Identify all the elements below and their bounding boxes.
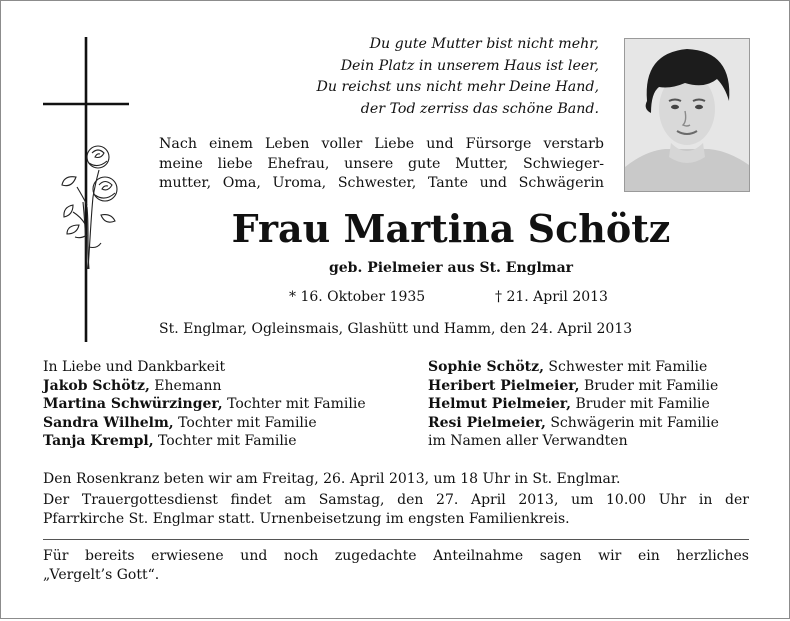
poem-line: Du reichst uns nicht mehr Deine Hand, xyxy=(316,79,599,95)
birth-date: * 16. Oktober 1935 xyxy=(289,289,426,305)
mourners-right xyxy=(428,358,719,451)
thanks-line: Für bereits erwiesene und noch zugedachte Anteilnahme sagen wir ein herzliches xyxy=(43,548,749,564)
service-line: Der Trauergottesdienst findet am Samstag, den 27. April 2013, um 10.00 Uhr in der xyxy=(43,492,749,508)
portrait-image xyxy=(625,39,749,191)
mourner-name: Resi Pielmeier, xyxy=(428,414,546,431)
mourner-relation: Ehemann xyxy=(154,377,222,394)
mourner-text: In Liebe und Dankbarkeit xyxy=(43,359,226,375)
mourner-relation: im Namen aller Verwandten xyxy=(428,433,628,449)
mourner-line xyxy=(428,377,719,396)
birth-name: geb. Pielmeier aus St. Englmar xyxy=(328,260,574,276)
mourner-name: Sophie Schötz, xyxy=(428,359,544,375)
mourner-relation: Bruder mit Familie xyxy=(583,377,719,394)
mourner-line xyxy=(43,377,366,396)
mourner-relation: Schwester mit Familie xyxy=(548,359,708,375)
mourner-line xyxy=(428,414,719,433)
mourner-relation: Tochter mit Familie xyxy=(178,414,317,431)
poem-line: Dein Platz in unserem Haus ist leer, xyxy=(340,57,599,74)
mourner-relation: Bruder mit Familie xyxy=(575,396,710,412)
mourner-line xyxy=(43,432,366,451)
intro-line: Nach einem Leben voller Liebe und Fürsorge verstarb xyxy=(159,136,604,152)
death-date: † 21. April 2013 xyxy=(495,289,608,305)
service-line: Pfarrkirche St. Englmar statt. Urnenbeisetzung im engsten Familienkreis. xyxy=(43,511,570,527)
mourner-line xyxy=(428,395,719,414)
mourner-relation: Tochter mit Familie xyxy=(158,433,297,449)
mourner-name: Sandra Wilhelm, xyxy=(43,414,174,431)
deceased-name: Frau Martina Schötz xyxy=(231,206,671,251)
divider xyxy=(43,539,749,540)
poem-line: Du gute Mutter bist nicht mehr, xyxy=(369,36,599,52)
rosary-notice: Den Rosenkranz beten wir am Freitag, 26. April 2013, um 18 Uhr in St. Englmar. xyxy=(43,471,621,487)
mourner-name: Jakob Schötz, xyxy=(43,377,150,394)
intro-line: mutter, Oma, Uroma, Schwester, Tante und Schwägerin xyxy=(159,175,604,191)
thanks-line: „Vergelt’s Gott“. xyxy=(43,567,160,583)
mourner-relation: Schwägerin mit Familie xyxy=(550,414,719,431)
mourner-name: Helmut Pielmeier, xyxy=(428,396,572,412)
funeral-service-notice xyxy=(43,491,749,529)
intro-line: meine liebe Ehefrau, unsere gute Mutter, Schwieger- xyxy=(159,155,604,172)
mourner-line xyxy=(428,432,719,451)
mourner-relation: Tochter mit Familie xyxy=(227,396,366,412)
memorial-poem xyxy=(263,34,599,120)
place-and-date: St. Englmar, Ogleinsmais, Glashütt und Hamm, den 24. April 2013 xyxy=(159,321,633,337)
mourner-line xyxy=(43,414,366,433)
thanks-notice xyxy=(43,547,749,585)
mourner-line xyxy=(428,358,719,377)
mourner-name: Martina Schwürzinger, xyxy=(43,396,223,412)
mourner-name: Heribert Pielmeier, xyxy=(428,377,580,394)
cross-with-roses-icon xyxy=(43,37,133,342)
mourners-left xyxy=(43,358,366,451)
portrait-photo xyxy=(624,38,750,192)
mourner-line xyxy=(43,358,366,377)
mourner-name: Tanja Krempl, xyxy=(43,433,154,449)
mourner-line xyxy=(43,395,366,414)
poem-line: der Tod zerriss das schöne Band. xyxy=(360,100,599,117)
intro-text xyxy=(159,135,604,194)
